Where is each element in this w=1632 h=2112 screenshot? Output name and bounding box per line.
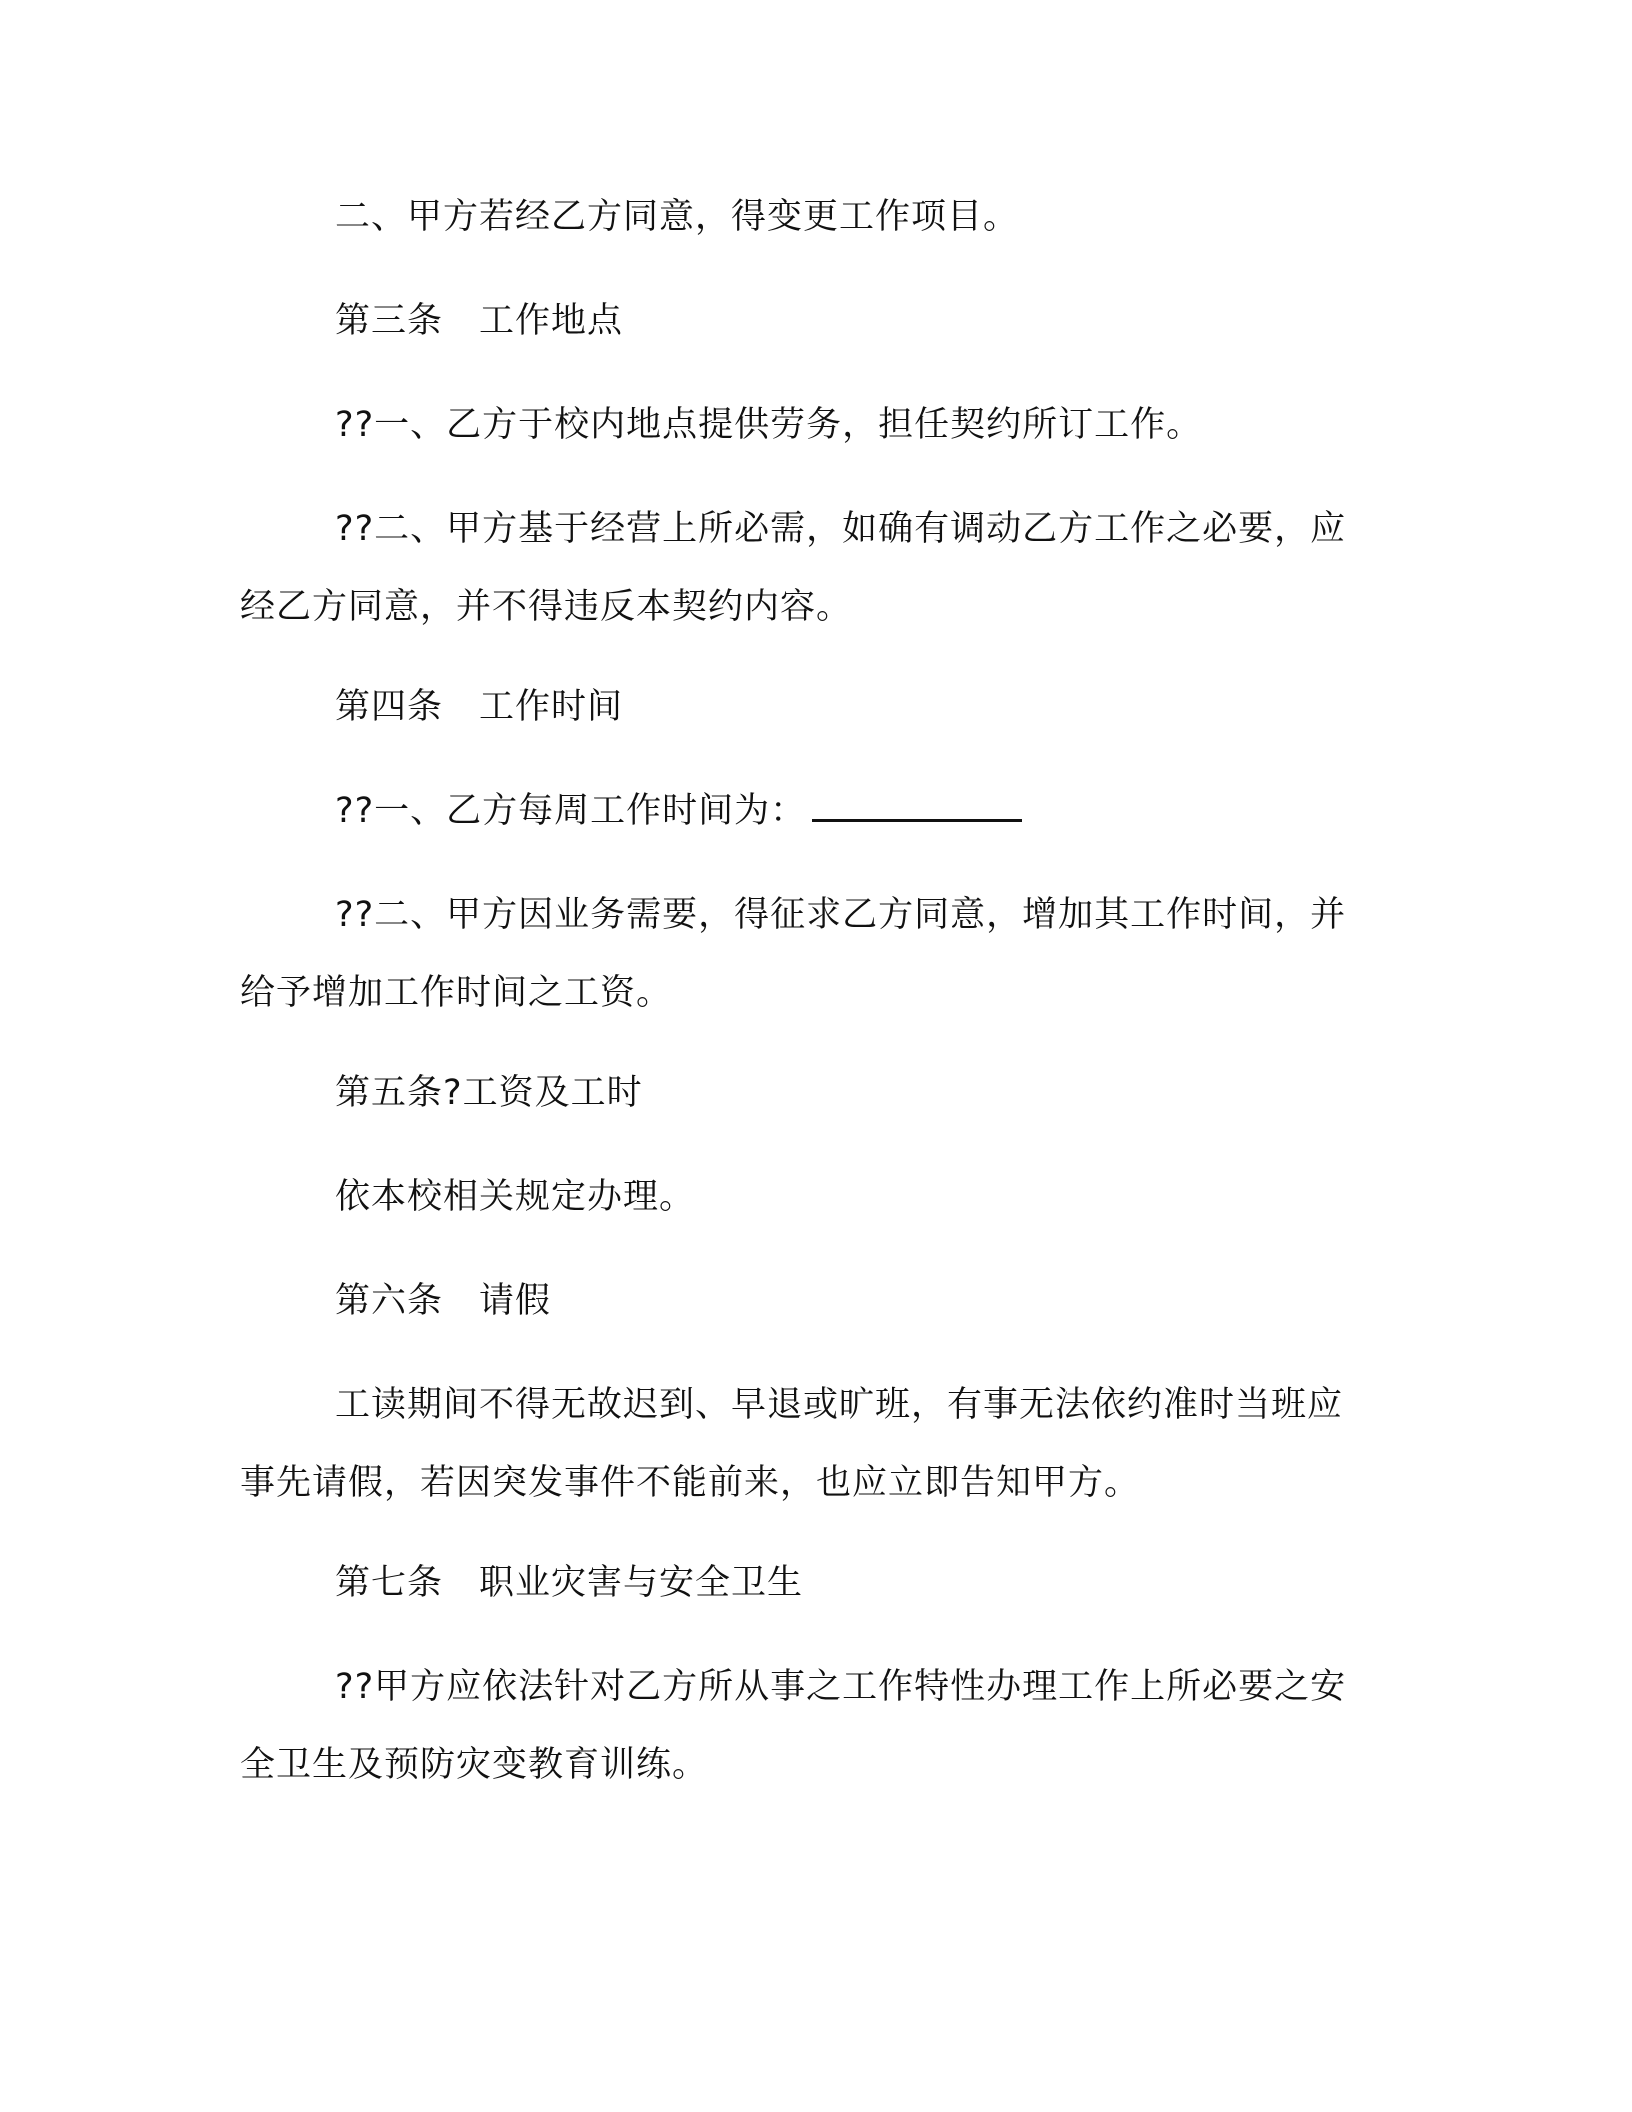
text-line: 事先请假，若因突发事件不能前来，也应立即告知甲方。: [240, 1463, 1141, 1503]
text-line: [240, 772, 1380, 850]
paragraph-article-4-item-1: [240, 772, 1380, 850]
text-line: 全卫生及预防灾变教育训练。: [240, 1745, 709, 1785]
paragraph-article-5-body: [240, 1158, 1380, 1236]
paragraph-article-3-item-1: [240, 386, 1380, 464]
text-line: 工读期间不得无故迟到、早退或旷班，有事无法依约准时当班应: [335, 1385, 1344, 1425]
text-line: 给予增加工作时间之工资。: [240, 973, 673, 1013]
paragraph-article-6-body: [240, 1366, 1380, 1522]
paragraph-change-work-item: [240, 178, 1380, 256]
paragraph-article-3-item-2: [240, 490, 1380, 646]
heading-article-3: [240, 282, 1380, 360]
text-line: 第六条 请假: [335, 1281, 552, 1321]
text-line: 第四条 工作时间: [335, 687, 624, 727]
paragraph-article-4-item-2: [240, 876, 1380, 1032]
text-line: 第七条 职业灾害与安全卫生: [335, 1563, 804, 1603]
heading-article-7: [240, 1544, 1380, 1622]
text-line: 经乙方同意，并不得违反本契约内容。: [240, 587, 853, 627]
text-line: 第三条 工作地点: [335, 301, 624, 341]
text-line: ??二、甲方基于经营上所必需，如确有调动乙方工作之必要，应: [335, 509, 1347, 549]
heading-article-5: [240, 1054, 1380, 1132]
fill-in-blank: [812, 789, 1022, 822]
text-line: 二、甲方若经乙方同意，得变更工作项目。: [335, 197, 1020, 237]
text-line-label: ??一、乙方每周工作时间为：: [335, 791, 807, 831]
text-line: ??甲方应依法针对乙方所从事之工作特性办理工作上所必要之安: [335, 1667, 1347, 1707]
text-line: 依本校相关规定办理。: [335, 1177, 696, 1217]
heading-article-6: [240, 1262, 1380, 1340]
heading-article-4: [240, 668, 1380, 746]
text-line: ??一、乙方于校内地点提供劳务，担任契约所订工作。: [335, 405, 1203, 445]
text-line: ??二、甲方因业务需要，得征求乙方同意，增加其工作时间，并: [335, 895, 1347, 935]
paragraph-article-7-body: [240, 1648, 1380, 1804]
text-line: 第五条?工资及工时: [335, 1073, 643, 1113]
